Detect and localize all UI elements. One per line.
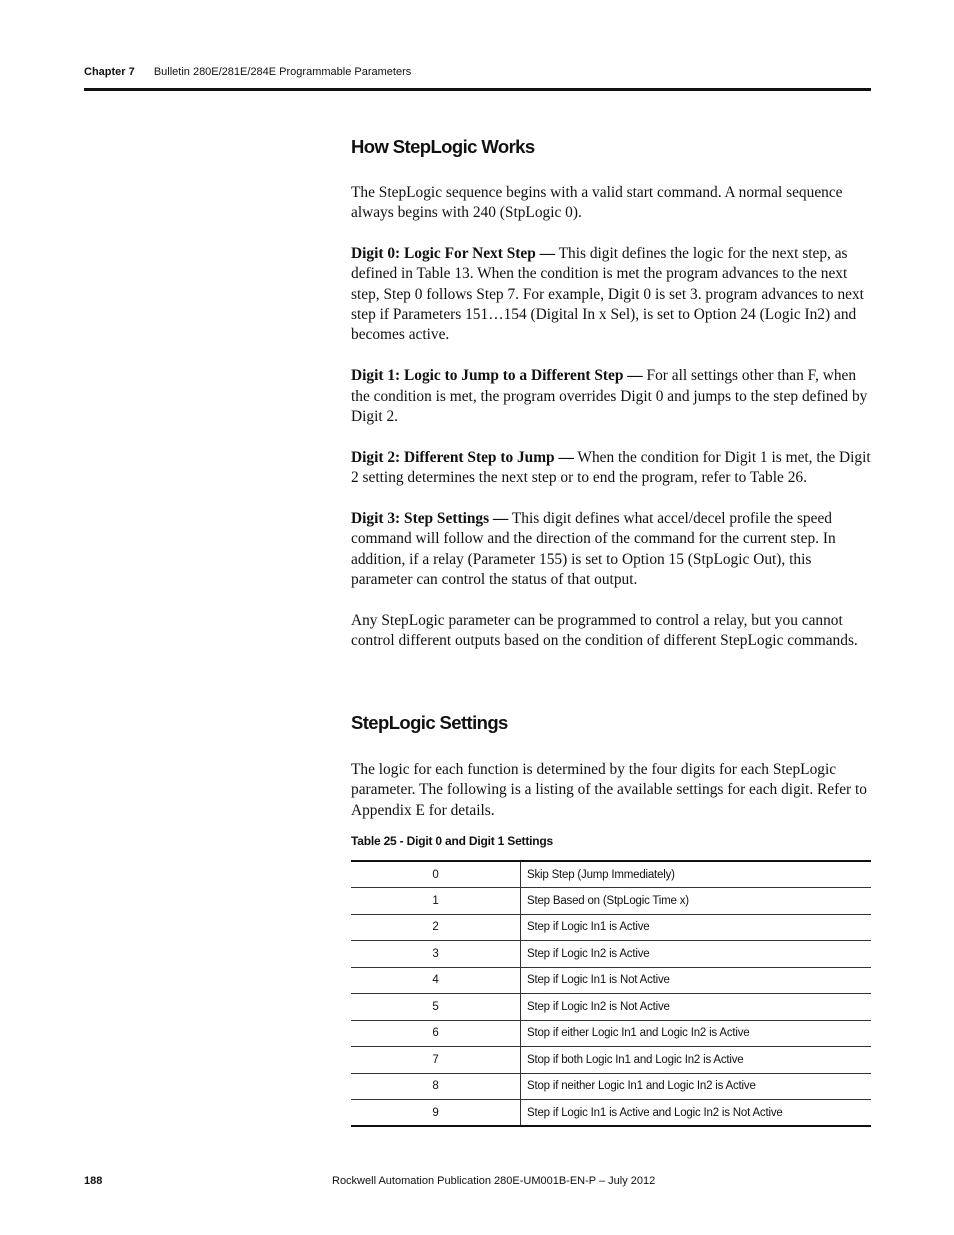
setting-code: 6 xyxy=(351,1020,521,1047)
section-steplogic-settings xyxy=(351,712,871,734)
setting-code: 5 xyxy=(351,994,521,1021)
closing-paragraph: Any StepLogic parameter can be programmed to control a relay, but you cannot control different outputs based on the condition of different StepLogic commands. xyxy=(351,611,858,650)
digit-2-paragraph xyxy=(351,448,871,489)
setting-description: Step if Logic In2 is Active xyxy=(521,941,872,968)
setting-code: 7 xyxy=(351,1047,521,1074)
chapter-label: Chapter 7 xyxy=(84,66,135,78)
table-row xyxy=(351,1020,871,1047)
setting-code: 1 xyxy=(351,888,521,915)
table-row xyxy=(351,967,871,994)
setting-description: Stop if either Logic In1 and Logic In2 is Active xyxy=(521,1020,872,1047)
table-row xyxy=(351,1047,871,1074)
table-row xyxy=(351,1073,871,1100)
page-number: 188 xyxy=(84,1175,103,1187)
setting-code: 8 xyxy=(351,1073,521,1100)
running-header xyxy=(84,66,871,78)
table-row xyxy=(351,941,871,968)
header-rule xyxy=(84,88,871,91)
section-heading: How StepLogic Works xyxy=(351,136,535,157)
table-row xyxy=(351,914,871,941)
table-row xyxy=(351,861,871,888)
digit-settings-table xyxy=(351,860,871,1127)
section2-body xyxy=(351,760,871,821)
digit-2-term: Digit 2: Different Step to Jump — xyxy=(351,448,574,466)
table-row xyxy=(351,1100,871,1127)
table-row xyxy=(351,888,871,915)
table-body xyxy=(351,861,871,1126)
intro-paragraph: The StepLogic sequence begins with a valid start command. A normal sequence always begins with 240 (StpLogic 0). xyxy=(351,184,843,222)
digit-3-paragraph xyxy=(351,509,871,590)
setting-description: Skip Step (Jump Immediately) xyxy=(521,861,872,888)
setting-code: 0 xyxy=(351,861,521,888)
digit-2-text: When the condition for Digit 1 is met, the Digit 2 setting determines the next step or to end the program, refer to Table 26. xyxy=(351,448,871,487)
setting-description: Step if Logic In1 is Not Active xyxy=(521,967,872,994)
setting-description: Step if Logic In1 is Active and Logic In2 is Not Active xyxy=(521,1100,872,1127)
setting-description: Step Based on (StpLogic Time x) xyxy=(521,888,872,915)
setting-code: 2 xyxy=(351,914,521,941)
section1-body xyxy=(351,183,871,651)
setting-description: Stop if neither Logic In1 and Logic In2 is Active xyxy=(521,1073,872,1100)
setting-description: Step if Logic In1 is Active xyxy=(521,914,872,941)
section-heading: StepLogic Settings xyxy=(351,712,508,733)
table-row xyxy=(351,994,871,1021)
digit-0-paragraph xyxy=(351,244,871,345)
table-caption: Table 25 - Digit 0 and Digit 1 Settings xyxy=(351,834,554,848)
setting-code: 3 xyxy=(351,941,521,968)
section-how-steplogic-works xyxy=(351,136,871,158)
publication-info: Rockwell Automation Publication 280E-UM001B-EN-P – July 2012 xyxy=(332,1175,656,1187)
setting-description: Step if Logic In2 is Not Active xyxy=(521,994,872,1021)
digit-0-term: Digit 0: Logic For Next Step — xyxy=(351,245,556,263)
digit-3-text: This digit defines what accel/decel profile the speed command will follow and the direction of the command for the current step. In addition, if a relay (Parameter 155) is set to Option 15 (StpLogic Out), this parameter can control the status of that output. xyxy=(351,509,836,588)
digit-1-paragraph xyxy=(351,366,871,427)
setting-code: 4 xyxy=(351,967,521,994)
digit-3-term: Digit 3: Step Settings — xyxy=(351,509,509,527)
digit-1-text: For all settings other than F, when the condition is met, the program overrides Digit 0 and jumps to the step defined by Digit 2. xyxy=(351,367,868,425)
settings-intro: The logic for each function is determined by the four digits for each StepLogic parameter. The following is a listing of the available settings for each digit. Refer to Appendix E for details. xyxy=(351,761,868,819)
digit-1-term: Digit 1: Logic to Jump to a Different Step — xyxy=(351,367,643,385)
setting-description: Stop if both Logic In1 and Logic In2 is Active xyxy=(521,1047,872,1074)
digit-0-text: This digit defines the logic for the next step, as defined in Table 13. When the condition is met the program advances to the next step, Step 0 follows Step 7. For example, Digit 0 is set 3. program advances to next step if Parameters 151…154 (Digital In x Sel), is set to Option 24 (Logic In2) and becomes active. xyxy=(351,245,864,344)
chapter-title: Bulletin 280E/281E/284E Programmable Parameters xyxy=(153,66,412,78)
setting-code: 9 xyxy=(351,1100,521,1127)
